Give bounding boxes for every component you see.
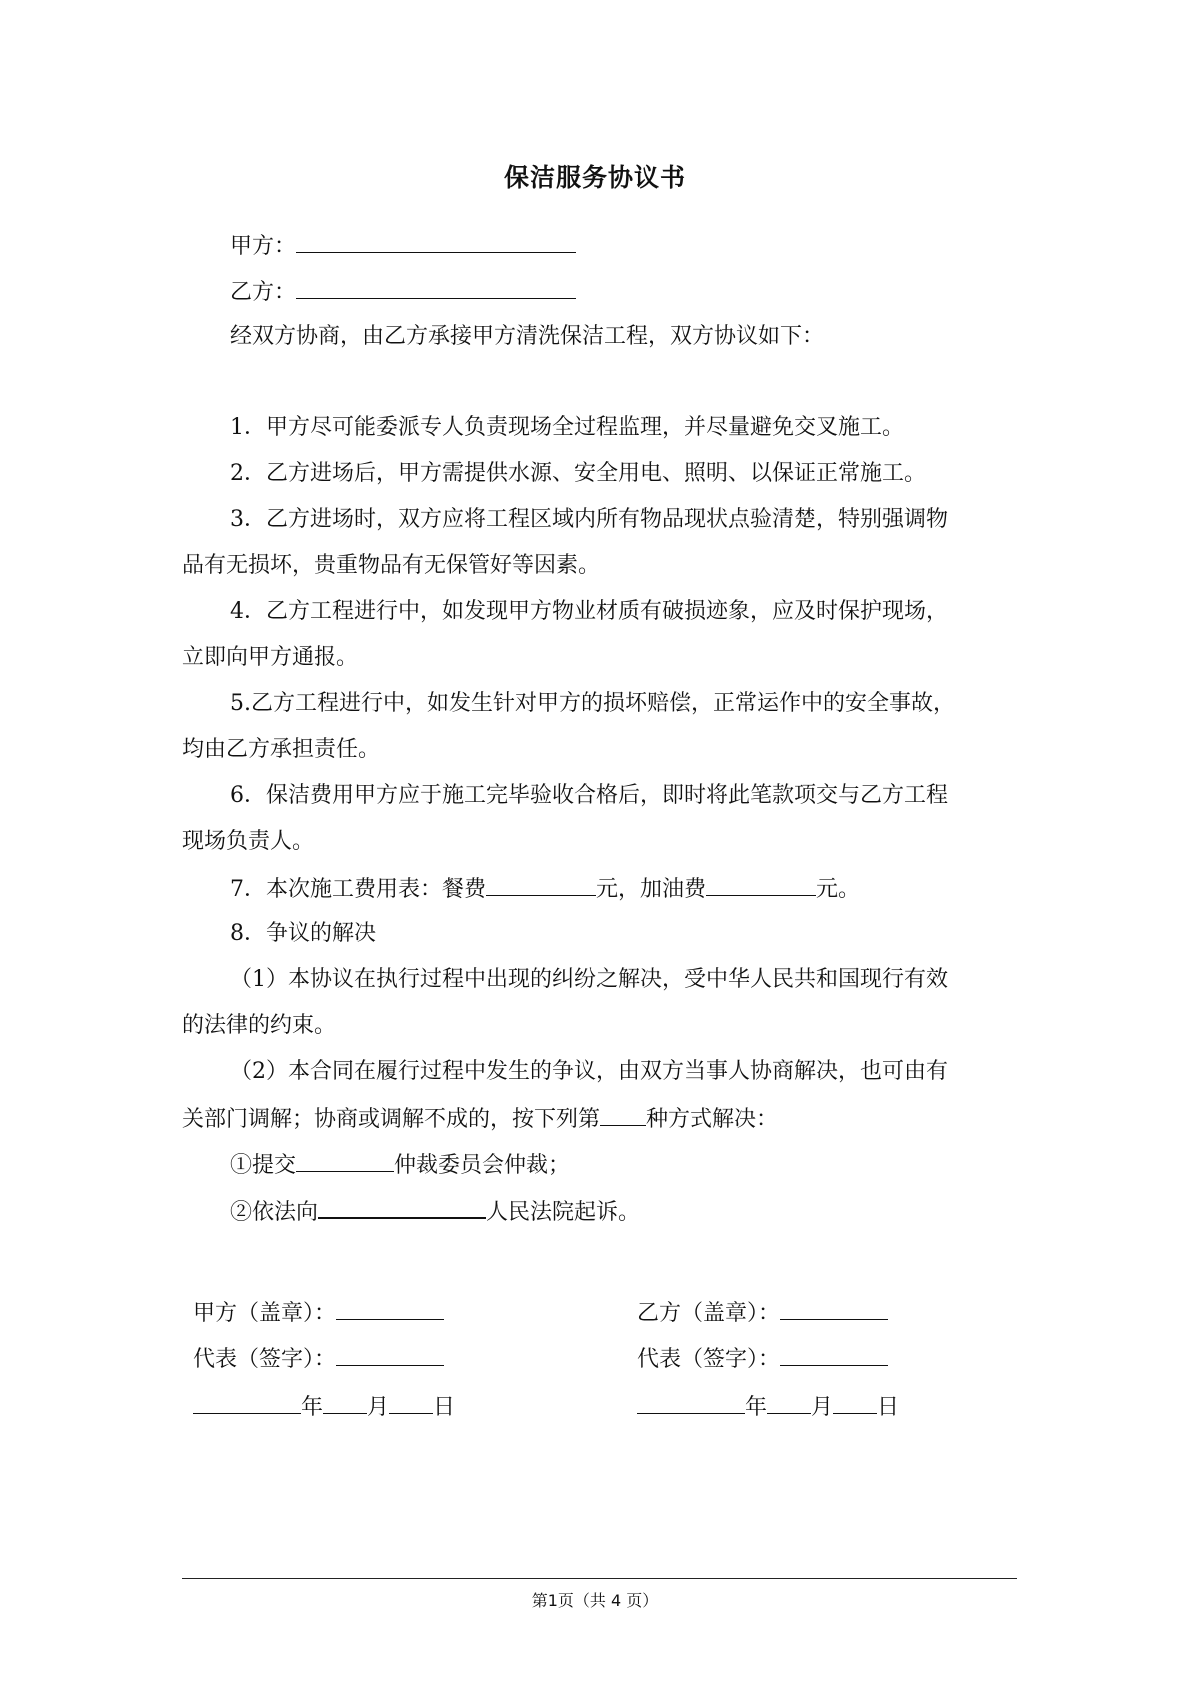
- clause-8-2-line-2: [182, 1103, 1017, 1135]
- clause-6-line-2: 现场负责人。: [182, 829, 315, 854]
- party-b-label: 乙方：: [230, 280, 297, 305]
- party-a-rep-blank[interactable]: [336, 1343, 444, 1366]
- party-a-rep: [193, 1343, 444, 1375]
- party-a-seal-blank[interactable]: [336, 1297, 444, 1320]
- party-b-seal-blank[interactable]: [780, 1297, 888, 1320]
- clause-7: [230, 873, 860, 905]
- clause-4-line-2: 立即向甲方通报。: [182, 645, 359, 670]
- party-b-line: [230, 276, 576, 308]
- party-a-day-blank[interactable]: [389, 1391, 433, 1414]
- party-b-day-blank[interactable]: [833, 1391, 877, 1414]
- clause-3-line-1: 3．乙方进场时，双方应将工程区域内所有物品现状点验清楚，特别强调物: [230, 507, 948, 532]
- party-b-day-label: 日: [877, 1395, 900, 1420]
- party-b-date: [637, 1391, 899, 1423]
- option-1: [230, 1149, 570, 1181]
- clause-1: 1．甲方尽可能委派专人负责现场全过程监理，并尽量避免交叉施工。: [230, 415, 904, 440]
- page-number: 第1页（共 4 页）: [531, 1591, 659, 1610]
- party-a-seal: [193, 1297, 444, 1329]
- party-a-day-label: 日: [433, 1395, 456, 1420]
- party-a-label: 甲方：: [230, 234, 297, 259]
- clause-8-1-line-1: （1）本协议在执行过程中出现的纠纷之解决，受中华人民共和国现行有效: [230, 967, 948, 992]
- clause-4-line-1: 4．乙方工程进行中，如发现甲方物业材质有破损迹象，应及时保护现场，: [230, 599, 948, 624]
- footer-divider: [182, 1578, 1017, 1579]
- clause-8-1-line-2: 的法律的约束。: [182, 1013, 337, 1038]
- fuel-fee-blank[interactable]: [706, 873, 816, 896]
- option-2-prefix: ②依法向: [230, 1200, 319, 1225]
- party-a-rep-label: 代表（签字）：: [193, 1347, 337, 1372]
- clause-8-2-suffix: 种方式解决：: [646, 1107, 779, 1132]
- document-title: 保洁服务协议书: [503, 163, 686, 192]
- party-b-month-label: 月: [811, 1395, 834, 1420]
- party-a-year-blank[interactable]: [193, 1391, 301, 1414]
- clause-2: 2．乙方进场后，甲方需提供水源、安全用电、照明、以保证正常施工。: [230, 461, 926, 486]
- clause-7-prefix: 7．本次施工费用表：餐费: [230, 877, 486, 902]
- clause-7-suffix: 元。: [816, 877, 861, 902]
- arbitration-blank[interactable]: [296, 1149, 394, 1172]
- party-a-line: [230, 230, 576, 262]
- party-b-month-blank[interactable]: [767, 1391, 811, 1414]
- party-a-year-label: 年: [301, 1395, 324, 1420]
- option-2-suffix: 人民法院起诉。: [486, 1200, 641, 1225]
- clause-5-line-2: 均由乙方承担责任。: [182, 737, 381, 762]
- method-number-blank[interactable]: [600, 1103, 646, 1126]
- meal-fee-blank[interactable]: [486, 873, 596, 896]
- party-a-blank[interactable]: [296, 230, 576, 253]
- clause-8-2-prefix: 关部门调解；协商或调解不成的，按下列第: [182, 1107, 601, 1132]
- intro-text: 经双方协商，由乙方承接甲方清洗保洁工程，双方协议如下：: [230, 324, 825, 349]
- party-b-seal-label: 乙方（盖章）：: [637, 1301, 781, 1326]
- party-b-rep: [637, 1343, 888, 1375]
- option-1-prefix: ①提交: [230, 1153, 297, 1178]
- clause-8: 8．争议的解决: [230, 921, 376, 946]
- clause-8-2-line-1: （2）本合同在履行过程中发生的争议，由双方当事人协商解决，也可由有: [230, 1059, 948, 1084]
- option-2: [230, 1195, 640, 1228]
- party-a-seal-label: 甲方（盖章）：: [193, 1301, 337, 1326]
- party-a-month-label: 月: [367, 1395, 390, 1420]
- party-b-rep-label: 代表（签字）：: [637, 1347, 781, 1372]
- court-blank[interactable]: [318, 1195, 486, 1219]
- party-a-month-blank[interactable]: [323, 1391, 367, 1414]
- party-b-year-label: 年: [745, 1395, 768, 1420]
- clause-7-mid: 元，加油费: [596, 877, 707, 902]
- party-b-rep-blank[interactable]: [780, 1343, 888, 1366]
- clause-6-line-1: 6．保洁费用甲方应于施工完毕验收合格后，即时将此笔款项交与乙方工程: [230, 783, 948, 808]
- option-1-suffix: 仲裁委员会仲裁；: [394, 1153, 571, 1178]
- party-b-blank[interactable]: [296, 276, 576, 299]
- party-a-date: [193, 1391, 455, 1423]
- clause-5-line-1: 5.乙方工程进行中，如发生针对甲方的损坏赔偿，正常运作中的安全事故，: [230, 691, 955, 716]
- clause-3-line-2: 品有无损坏，贵重物品有无保管好等因素。: [182, 553, 601, 578]
- party-b-seal: [637, 1297, 888, 1329]
- party-b-year-blank[interactable]: [637, 1391, 745, 1414]
